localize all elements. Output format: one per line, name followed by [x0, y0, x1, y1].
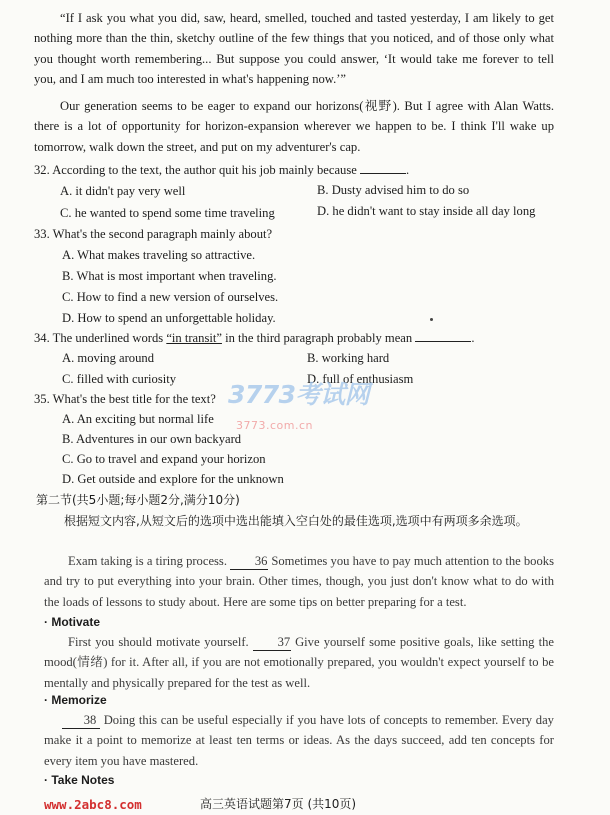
q33-option-a: A. What makes traveling so attractive. [62, 248, 256, 262]
q32-option-c: C. he wanted to spend some time traveling [60, 206, 275, 220]
q35-option-a: A. An exciting but normal life [62, 412, 214, 426]
q34-option-d: D. full of enthusiasm [307, 372, 414, 386]
motivate-start: First you should motivate yourself. [68, 635, 249, 649]
memorize-rest: Doing this can be useful especially if you have lots of concepts to remember. Every day make it a point to memorize at least ten terms or ideas. As the days succeed, add ten concepts for every item you have mastered. [44, 713, 554, 768]
footer-page-number: 高三英语试题第7页 (共10页) [200, 797, 357, 811]
question-34-stem-end: in the third paragraph probably mean [221, 331, 413, 345]
question-33-stem: 33. What's the second paragraph mainly about? [34, 227, 273, 241]
question-34-quote: “in transit” [166, 331, 222, 345]
answer-blank-34 [415, 329, 471, 342]
question-34 [34, 328, 574, 348]
q33-option-b: B. What is most important when traveling. [62, 269, 277, 283]
q35-option-b: B. Adventures in our own backyard [62, 432, 242, 446]
cloze-motivate-paragraph [44, 632, 554, 693]
passage-paragraph-quote: “If I ask you what you did, saw, heard, smelled, touched and tasted yesterday, I am likely to get nothing more than the thin, sketchy outline of the few things that you noticed, and of those only what you thought worth remembering... But suppose you could answer, ‘It would take me forever to tell you, and I am much too interested in what's happening now.’” [34, 11, 554, 86]
blank-38: 38 [62, 712, 100, 729]
heading-motivate: · Motivate [44, 615, 101, 629]
stray-mark [430, 318, 433, 321]
q35-option-c: C. Go to travel and expand your horizon [62, 452, 266, 466]
heading-memorize: · Memorize [44, 693, 107, 707]
question-34-stem-start: 34. The underlined words [34, 331, 167, 345]
blank-37: 37 [253, 634, 291, 651]
q34-option-b: B. working hard [307, 351, 390, 365]
q35-option-d: D. Get outside and explore for the unknown [62, 472, 284, 486]
cloze-intro-paragraph [44, 551, 554, 612]
cloze-intro-rest: Sometimes you have to pay much attention to the books and try to put everything into your brain. Other times, though, you just don't know what to do with the loads of lessons to study about. Here are some tips on better preparing for a test. [44, 554, 554, 609]
question-32-stem: 32. According to the text, the author quit his job mainly because [34, 163, 357, 177]
footer-website: www.2abc8.com [44, 797, 142, 812]
q33-option-d: D. How to spend an unforgettable holiday. [62, 311, 276, 325]
heading-take-notes: · Take Notes [44, 773, 115, 787]
blank-36: 36 [230, 553, 268, 570]
question-35-stem: 35. What's the best title for the text? [34, 392, 216, 406]
passage-paragraph-horizons: Our generation seems to be eager to expand our horizons(视野). But I agree with Alan Watts. there is a lot of opportunity for horizon-expansion wherever we happen to be. I think I'll wake up tomorrow, walk down the street, and put on my adventurer's cap. [34, 99, 554, 154]
q32-option-d: D. he didn't want to stay inside all day long [317, 204, 536, 218]
q33-option-c: C. How to find a new version of ourselves. [62, 290, 279, 304]
question-32 [34, 160, 574, 180]
section-2-title: 第二节(共5小题;每小题2分,满分10分) [36, 493, 240, 507]
q32-option-a: A. it didn't pay very well [60, 184, 186, 198]
section-2-instruction: 根据短文内容,从短文后的选项中选出能填入空白处的最佳选项,选项中有两项多余选项。 [64, 514, 528, 528]
watermark-logo: 3773考试网 [228, 380, 370, 409]
question-34-period: . [471, 331, 475, 345]
cloze-intro-start: Exam taking is a tiring process. [68, 554, 227, 568]
watermark-url: 3773.com.cn [236, 419, 313, 432]
q32-option-b: B. Dusty advised him to do so [317, 183, 470, 197]
q34-option-c: C. filled with curiosity [62, 372, 177, 386]
answer-blank-32 [360, 161, 406, 174]
q34-option-a: A. moving around [62, 351, 154, 365]
cloze-memorize-paragraph [44, 710, 554, 771]
motivate-rest: Give yourself some positive goals, like setting the mood(情绪) for it. After all, if you are not emotionally prepared, you wouldn't expect yourself to be mentally and physically prepared for the test as well. [44, 635, 554, 690]
question-32-period: . [405, 163, 410, 177]
